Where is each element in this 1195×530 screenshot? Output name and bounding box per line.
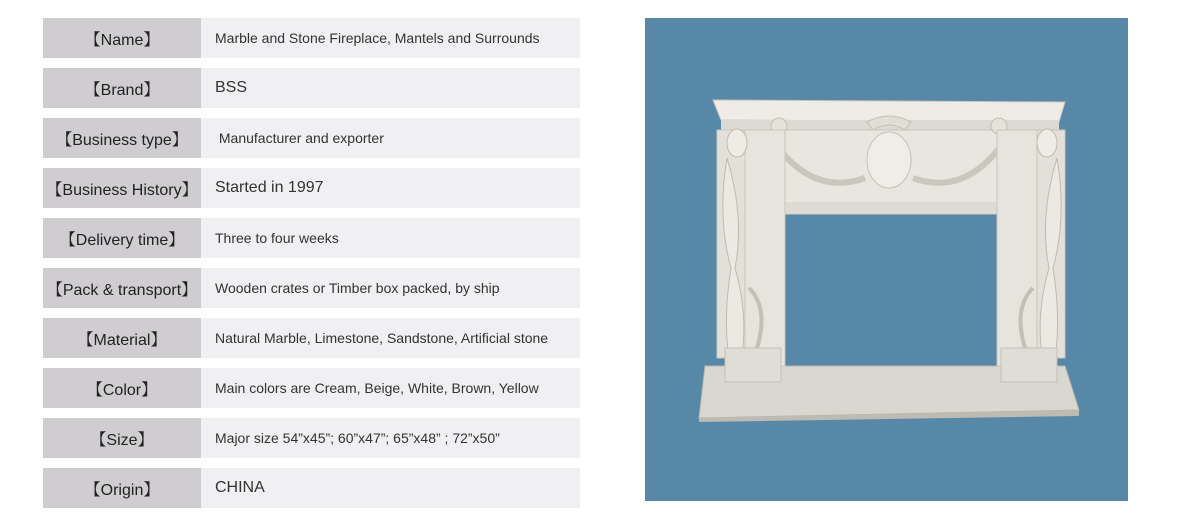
left-pilaster (745, 130, 785, 366)
spec-label-brand: 【Brand】 (43, 68, 201, 108)
spec-row-pack-transport (43, 268, 580, 308)
right-pilaster (997, 130, 1037, 366)
spec-label-pack-transport: 【Pack & transport】 (43, 268, 201, 308)
spec-label-material: 【Material】 (43, 318, 201, 358)
right-plinth (1001, 348, 1057, 382)
fireplace-illustration (645, 18, 1128, 501)
spec-value-pack-transport: Wooden crates or Timber box packed, by ship (201, 268, 580, 308)
mask-face (867, 132, 911, 188)
firebox-opening (785, 213, 997, 365)
spec-row-origin (43, 468, 580, 508)
spec-row-name (43, 18, 580, 58)
spec-label-business-history: 【Business History】 (43, 168, 201, 208)
left-caryatid-head (727, 129, 747, 157)
spec-row-color (43, 368, 580, 408)
spec-table (43, 18, 580, 518)
spec-row-brand (43, 68, 580, 108)
spec-row-delivery-time (43, 218, 580, 258)
spec-label-delivery-time: 【Delivery time】 (43, 218, 201, 258)
product-photo (645, 18, 1128, 501)
spec-value-material: Natural Marble, Limestone, Sandstone, Artificial stone (201, 318, 580, 358)
spec-row-business-type (43, 118, 580, 158)
spec-value-brand: BSS (201, 68, 580, 108)
spec-label-origin: 【Origin】 (43, 468, 201, 508)
spec-value-delivery-time: Three to four weeks (201, 218, 580, 258)
spec-label-name: 【Name】 (43, 18, 201, 58)
bead-molding (769, 202, 1009, 213)
spec-value-size: Major size 54”x45”; 60”x47”; 65”x48” ; 72”x50” (201, 418, 580, 458)
spec-row-size (43, 418, 580, 458)
spec-row-material (43, 318, 580, 358)
spec-label-business-type: 【Business type】 (43, 118, 201, 158)
spec-value-business-history: Started in 1997 (201, 168, 580, 208)
left-plinth (725, 348, 781, 382)
spec-label-color: 【Color】 (43, 368, 201, 408)
spec-value-business-type: Manufacturer and exporter (201, 118, 580, 158)
right-caryatid-head (1037, 129, 1057, 157)
spec-value-origin: CHINA (201, 468, 580, 508)
spec-value-color: Main colors are Cream, Beige, White, Brown, Yellow (201, 368, 580, 408)
spec-row-business-history (43, 168, 580, 208)
spec-value-name: Marble and Stone Fireplace, Mantels and Surrounds (201, 18, 580, 58)
spec-label-size: 【Size】 (43, 418, 201, 458)
